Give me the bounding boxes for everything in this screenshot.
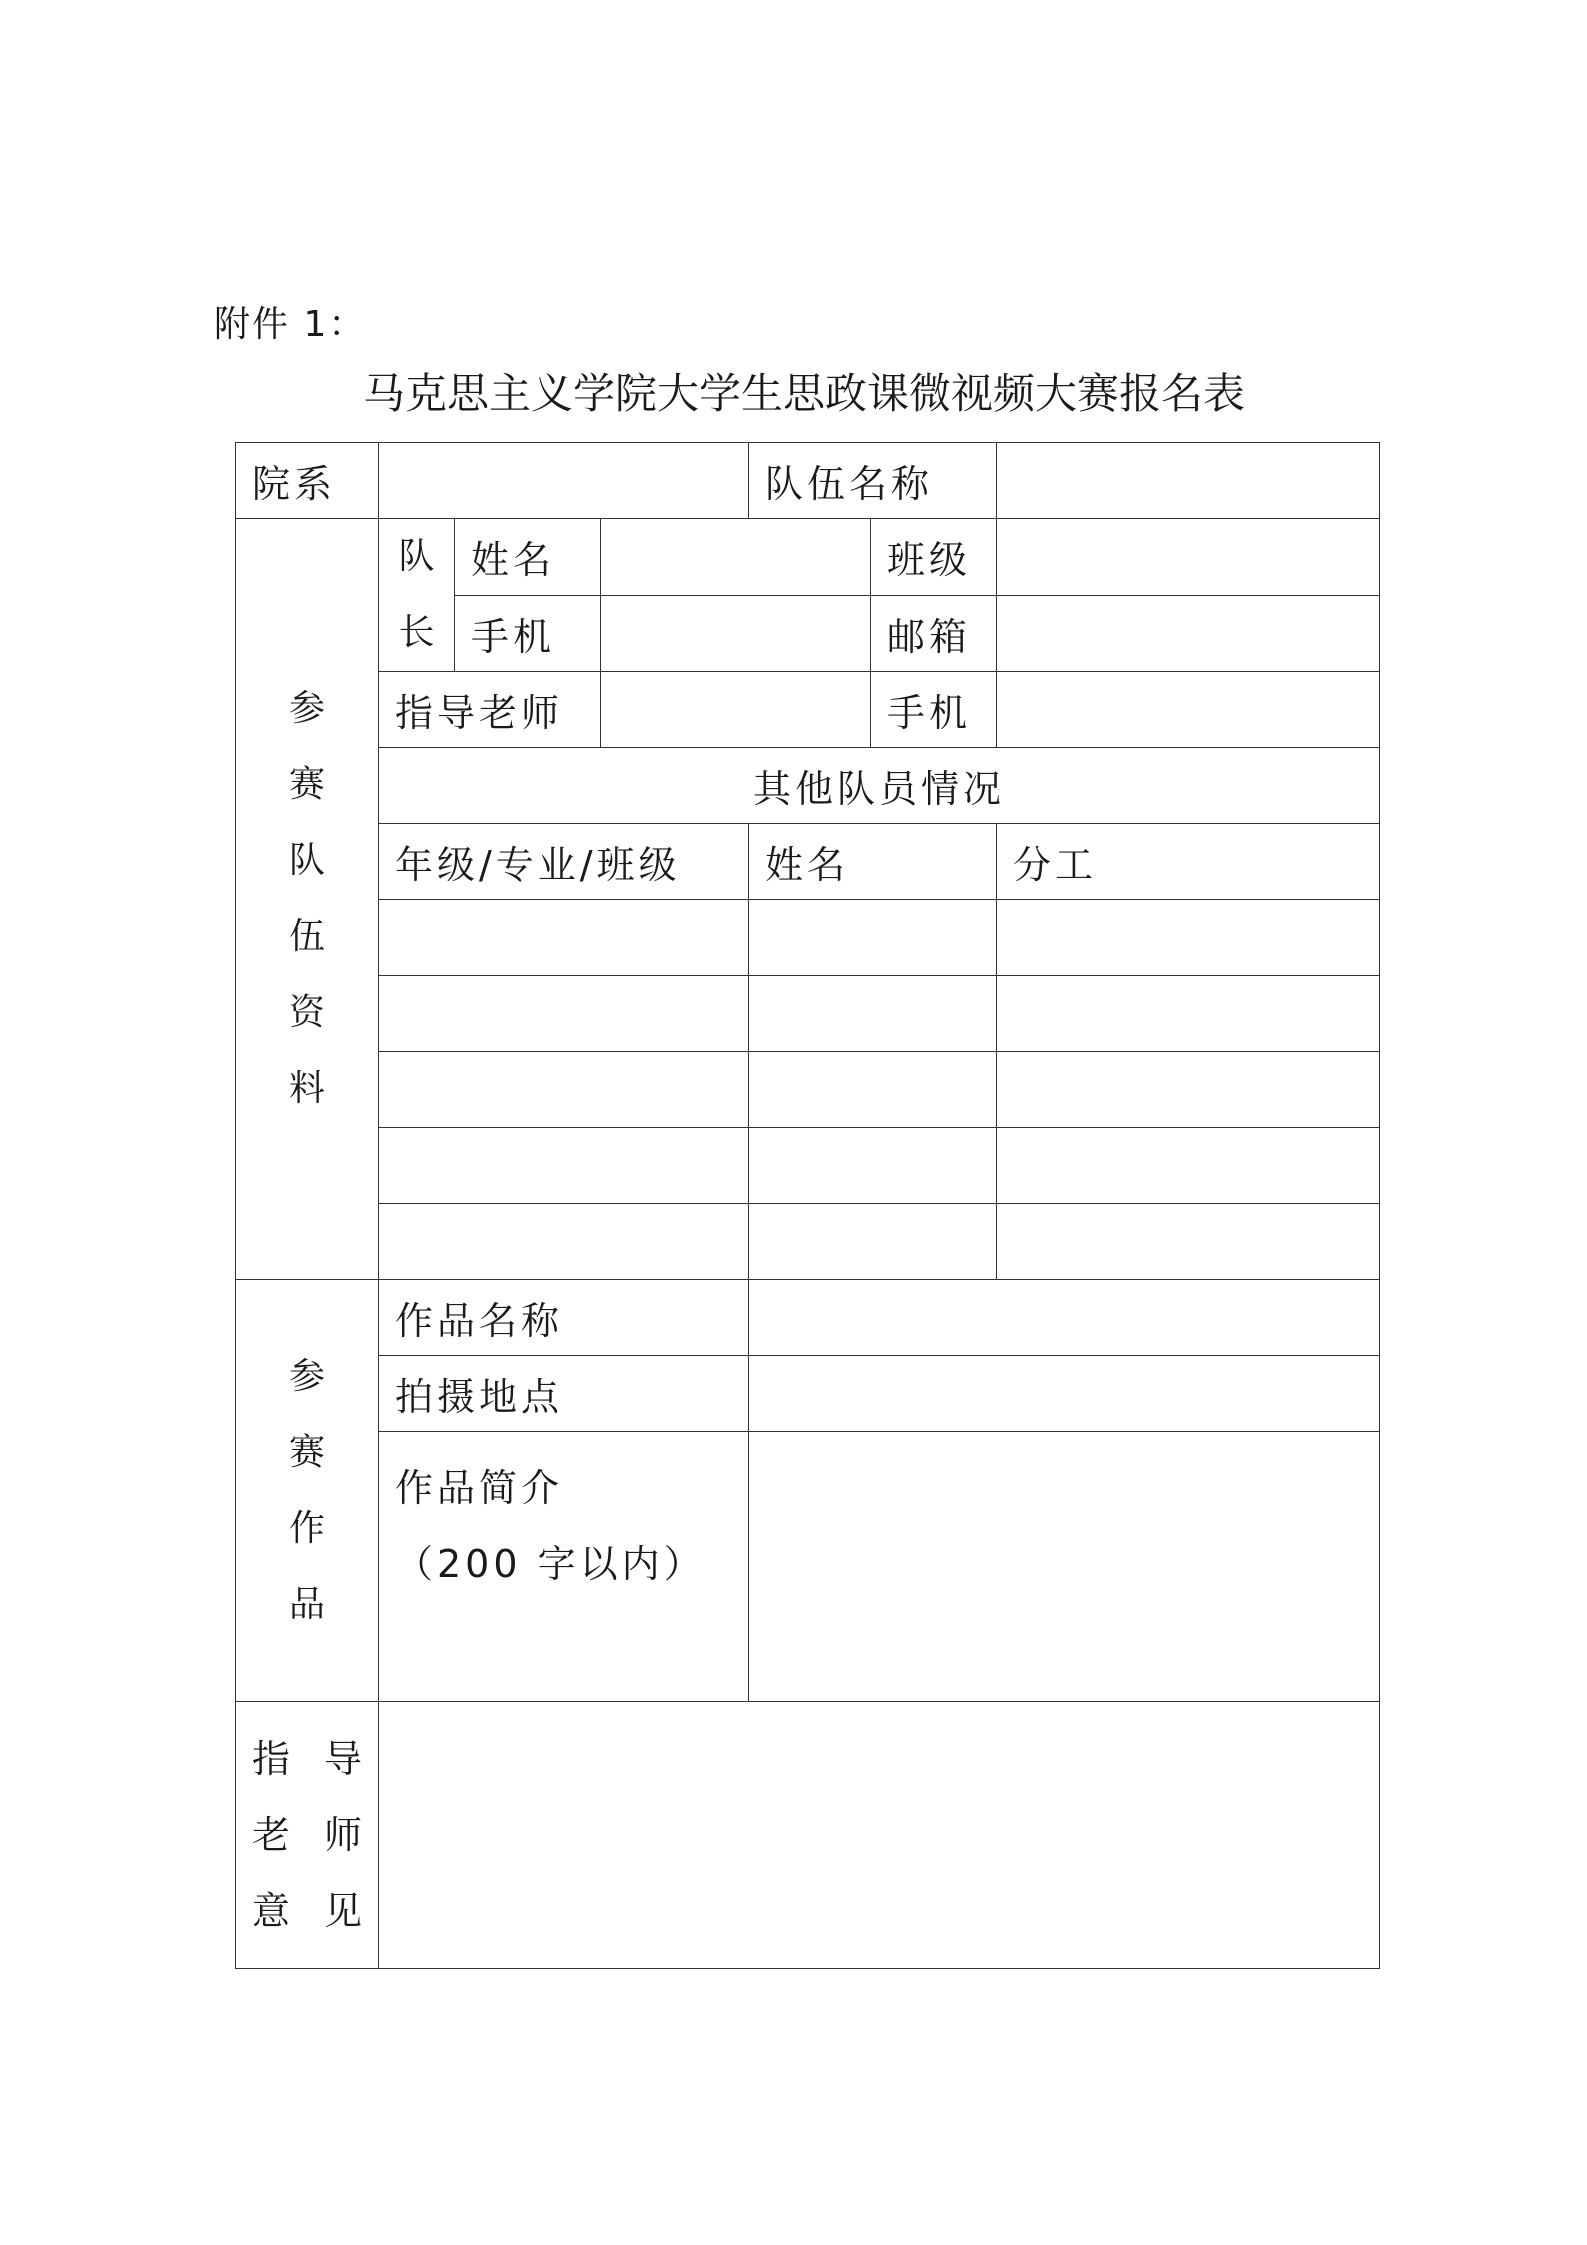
advisor-row <box>236 672 1380 748</box>
opinion-line <box>252 1721 362 1797</box>
member-col-role: 分工 <box>997 824 1380 900</box>
member-class-field[interactable] <box>379 1128 749 1204</box>
team-name-label: 队伍名称 <box>749 443 997 519</box>
registration-form-table <box>235 442 1380 1969</box>
opinion-line <box>252 1873 362 1949</box>
member-row <box>236 976 1380 1052</box>
work-section-label <box>236 1280 379 1702</box>
captain-email-label: 邮箱 <box>871 595 997 672</box>
section-char: 参 <box>288 1355 325 1397</box>
member-role-field[interactable] <box>997 976 1380 1052</box>
attachment-label: 附件 1： <box>214 304 367 345</box>
captain-class-label: 班级 <box>871 519 997 596</box>
advisor-phone-field[interactable] <box>997 672 1380 748</box>
member-row <box>236 1128 1380 1204</box>
member-class-field[interactable] <box>379 1052 749 1128</box>
member-name-field[interactable] <box>749 900 997 976</box>
opinion-char: 指 <box>252 1737 291 1781</box>
section-char: 队 <box>288 840 325 881</box>
captain-phone-field[interactable] <box>601 595 871 672</box>
section-char: 赛 <box>288 1431 325 1473</box>
section-char: 伍 <box>288 916 325 957</box>
opinion-char: 老 <box>252 1813 291 1857</box>
team-info-vertical-text <box>236 671 378 1127</box>
member-name-field[interactable] <box>749 976 997 1052</box>
shoot-location-label: 拍摄地点 <box>379 1356 749 1432</box>
work-name-label: 作品名称 <box>379 1280 749 1356</box>
opinion-char: 见 <box>323 1889 362 1933</box>
dept-field[interactable] <box>379 443 749 519</box>
member-col-name: 姓名 <box>749 824 997 900</box>
team-info-section-label <box>236 519 379 1280</box>
advisor-opinion-row <box>236 1702 1380 1969</box>
section-char: 品 <box>288 1583 325 1625</box>
work-intro-note: （200 字以内） <box>395 1542 706 1586</box>
dept-label: 院系 <box>236 443 379 519</box>
section-char: 资 <box>288 992 325 1033</box>
member-role-field[interactable] <box>997 900 1380 976</box>
shoot-location-field[interactable] <box>749 1356 1380 1432</box>
member-class-field[interactable] <box>379 1204 749 1280</box>
advisor-opinion-field[interactable] <box>379 1702 1380 1969</box>
team-name-field[interactable] <box>997 443 1380 519</box>
opinion-char: 导 <box>323 1737 362 1781</box>
captain-label <box>379 519 455 672</box>
advisor-phone-label: 手机 <box>871 672 997 748</box>
member-class-field[interactable] <box>379 976 749 1052</box>
member-row <box>236 900 1380 976</box>
member-name-field[interactable] <box>749 1128 997 1204</box>
work-intro-field[interactable] <box>749 1432 1380 1702</box>
captain-name-label: 姓名 <box>455 519 601 596</box>
advisor-name-field[interactable] <box>601 672 871 748</box>
member-role-field[interactable] <box>997 1052 1380 1128</box>
opinion-char: 师 <box>323 1813 362 1857</box>
shoot-location-row <box>236 1356 1380 1432</box>
other-members-header: 其他队员情况 <box>379 748 1380 824</box>
work-vertical-text <box>236 1339 378 1643</box>
form-title: 马克思主义学院大学生思政课微视频大赛报名表 <box>362 369 1245 418</box>
opinion-line <box>252 1797 362 1873</box>
section-char: 参 <box>288 688 325 729</box>
advisor-opinion-text <box>236 1721 378 1949</box>
section-char: 作 <box>288 1507 325 1549</box>
work-intro-row <box>236 1432 1380 1702</box>
captain-vertical-text <box>379 519 454 671</box>
work-intro-label-cell <box>379 1432 749 1702</box>
member-col-class: 年级/专业/班级 <box>379 824 749 900</box>
member-role-field[interactable] <box>997 1204 1380 1280</box>
member-role-field[interactable] <box>997 1128 1380 1204</box>
captain-char: 队 <box>398 536 435 577</box>
member-name-field[interactable] <box>749 1204 997 1280</box>
advisor-opinion-label <box>236 1702 379 1969</box>
captain-name-row <box>236 519 1380 596</box>
member-row <box>236 1204 1380 1280</box>
captain-email-field[interactable] <box>997 595 1380 672</box>
captain-name-field[interactable] <box>601 519 871 596</box>
captain-class-field[interactable] <box>997 519 1380 596</box>
section-char: 赛 <box>288 764 325 805</box>
member-name-field[interactable] <box>749 1052 997 1128</box>
captain-char: 长 <box>398 612 435 653</box>
other-members-header-row <box>236 748 1380 824</box>
captain-phone-label: 手机 <box>455 595 601 672</box>
dept-row <box>236 443 1380 519</box>
member-row <box>236 1052 1380 1128</box>
section-char: 料 <box>288 1068 325 1109</box>
member-class-field[interactable] <box>379 900 749 976</box>
work-intro-label: 作品简介 <box>395 1466 564 1510</box>
member-columns-row <box>236 824 1380 900</box>
work-name-field[interactable] <box>749 1280 1380 1356</box>
opinion-char: 意 <box>252 1889 291 1933</box>
advisor-label: 指导老师 <box>379 672 601 748</box>
work-name-row <box>236 1280 1380 1356</box>
